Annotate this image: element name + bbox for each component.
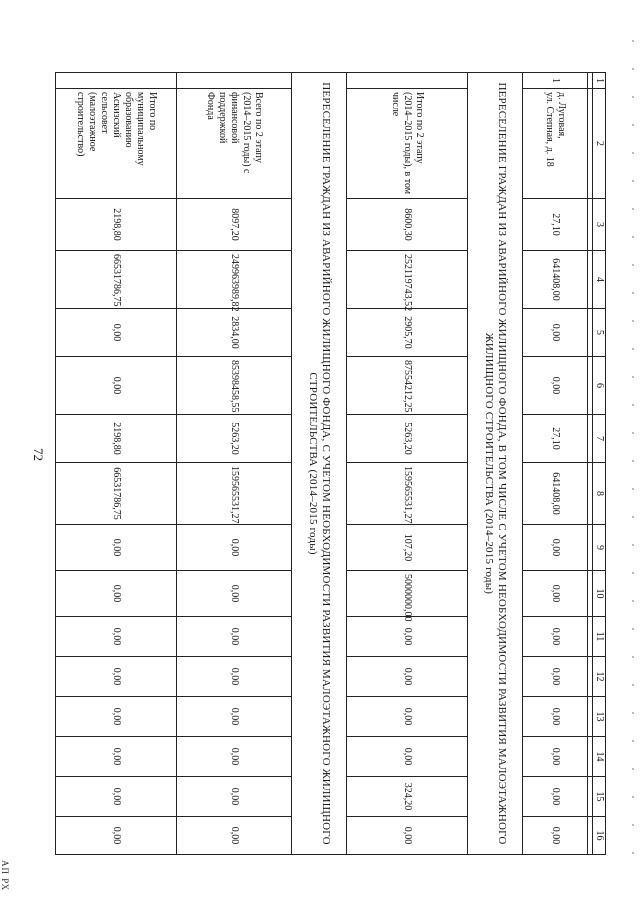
column-number-5: 5 bbox=[593, 309, 606, 357]
table-cell: 0,00 bbox=[523, 617, 588, 657]
section-header-row bbox=[468, 73, 523, 855]
table-cell: 0,00 bbox=[523, 657, 588, 697]
page-number: 72 bbox=[31, 448, 46, 461]
table-cell: 2198,80 bbox=[56, 199, 177, 251]
header-spacer-row bbox=[588, 73, 593, 855]
row-name-cell: Всего по 2 этапу (2014–2015 годы) с финансовой поддержкой Фонда bbox=[177, 89, 292, 199]
table-cell: 0,00 bbox=[177, 657, 292, 697]
row-name-cell: Итого по 2 этапу (2014–2015 годы), в том числе bbox=[347, 89, 468, 199]
footer-stamp: АП РХ bbox=[0, 860, 10, 892]
table-cell: 0,00 bbox=[523, 697, 588, 737]
column-number-8: 8 bbox=[593, 463, 606, 525]
column-number-6: 6 bbox=[593, 357, 606, 415]
table-cell: 249963989,82 bbox=[177, 251, 292, 309]
column-number-10: 10 bbox=[593, 571, 606, 617]
row-name-cell: д. Луговая, ул. Степная, д. 18 bbox=[523, 89, 588, 199]
table-cell: 0,00 bbox=[56, 525, 177, 571]
table-cell: 2905,70 bbox=[347, 309, 468, 357]
table-cell: 324,20 bbox=[347, 777, 468, 817]
column-number-9: 9 bbox=[593, 525, 606, 571]
table-cell: 2834,00 bbox=[177, 309, 292, 357]
table-cell: 0,00 bbox=[56, 309, 177, 357]
table-cell: 0,00 bbox=[347, 617, 468, 657]
table-cell: 66531786,75 bbox=[56, 463, 177, 525]
table-cell bbox=[177, 73, 292, 89]
table-cell bbox=[56, 73, 177, 89]
column-number-12: 12 bbox=[593, 657, 606, 697]
column-number-11: 11 bbox=[593, 617, 606, 657]
table-cell: 0,00 bbox=[347, 657, 468, 697]
table-row bbox=[56, 73, 177, 855]
table-cell: 5263,20 bbox=[177, 415, 292, 463]
column-number-14: 14 bbox=[593, 737, 606, 777]
section-header-row bbox=[292, 73, 347, 855]
table-row bbox=[177, 73, 292, 855]
table-cell: 27,10 bbox=[523, 199, 588, 251]
table-cell: 0,00 bbox=[523, 777, 588, 817]
table-cell: 0,00 bbox=[347, 697, 468, 737]
rotated-table-container bbox=[75, 72, 606, 850]
column-number-4: 4 bbox=[593, 251, 606, 309]
table-cell: 0,00 bbox=[56, 817, 177, 855]
table-cell: 66531786,75 bbox=[56, 251, 177, 309]
column-number-7: 7 bbox=[593, 415, 606, 463]
table-cell: 0,00 bbox=[177, 525, 292, 571]
table-cell: 159565531,27 bbox=[347, 463, 468, 525]
table-cell: 5000000,00 bbox=[347, 571, 468, 617]
table-cell: 0,00 bbox=[56, 357, 177, 415]
column-number-16: 16 bbox=[593, 817, 606, 855]
table-cell: 27,10 bbox=[523, 415, 588, 463]
table-cell: 8097,20 bbox=[177, 199, 292, 251]
table-cell: 0,00 bbox=[56, 617, 177, 657]
table-cell: 0,00 bbox=[523, 571, 588, 617]
table-cell: 0,00 bbox=[177, 617, 292, 657]
table-cell: 2198,80 bbox=[56, 415, 177, 463]
column-number-13: 13 bbox=[593, 697, 606, 737]
table-cell: 0,00 bbox=[177, 571, 292, 617]
table-cell: 0,00 bbox=[523, 817, 588, 855]
table-cell: 0,00 bbox=[523, 357, 588, 415]
table-cell: 87554212,25 bbox=[347, 357, 468, 415]
table-cell: 0,00 bbox=[347, 817, 468, 855]
column-number-3: 3 bbox=[593, 199, 606, 251]
resettlement-table bbox=[55, 72, 606, 855]
table-cell: 0,00 bbox=[56, 777, 177, 817]
table-cell: 1 bbox=[523, 73, 588, 89]
section-title: ПЕРЕСЕЛЕНИЕ ГРАЖДАН ИЗ АВАРИЙНОГО ЖИЛИЩНОГО ФОНДА, С УЧЕТОМ НЕОБХОДИМОСТИ РАЗВИТИЯ МАЛОЭТАЖНОГО ЖИЛИЩНОГО СТРОИТЕЛЬСТВА (2014–2015 годы) bbox=[292, 73, 347, 855]
table-cell: 0,00 bbox=[177, 697, 292, 737]
table-cell: 85398458,55 bbox=[177, 357, 292, 415]
section-title: ПЕРЕСЕЛЕНИЕ ГРАЖДАН ИЗ АВАРИЙНОГО ЖИЛИЩНОГО ФОНДА, В ТОМ ЧИСЛЕ С УЧЕТОМ НЕОБХОДИМОСТИ РАЗВИТИЯ МАЛОЭТАЖНОГО ЖИЛИЩНОГО СТРОИТЕЛЬСТВА (2014–2015 годы) bbox=[468, 73, 523, 855]
table-cell: 0,00 bbox=[523, 525, 588, 571]
table-cell: 107,20 bbox=[347, 525, 468, 571]
table-cell: 252119743,52 bbox=[347, 251, 468, 309]
table-cell: 641408,00 bbox=[523, 463, 588, 525]
table-cell: 0,00 bbox=[56, 737, 177, 777]
table-cell: 8600,30 bbox=[347, 199, 468, 251]
page-edge-marks bbox=[632, 40, 634, 860]
table-cell: 0,00 bbox=[177, 737, 292, 777]
table-cell: 0,00 bbox=[56, 697, 177, 737]
table-cell: 0,00 bbox=[56, 657, 177, 697]
table-cell: 0,00 bbox=[523, 737, 588, 777]
column-number-15: 15 bbox=[593, 777, 606, 817]
row-name-cell: Итого по муниципальному образованию Аскизский сельсовет (малоэтажное строительство) bbox=[56, 89, 177, 199]
table-cell: 0,00 bbox=[347, 737, 468, 777]
table-cell: 641408,00 bbox=[523, 251, 588, 309]
table-cell: 159565531,27 bbox=[177, 463, 292, 525]
table-row bbox=[523, 73, 588, 855]
column-number-1: 1 bbox=[593, 73, 606, 89]
column-number-row bbox=[593, 73, 606, 855]
table-cell bbox=[347, 73, 468, 89]
table-cell: 0,00 bbox=[56, 571, 177, 617]
table-row bbox=[347, 73, 468, 855]
table-cell: 0,00 bbox=[177, 817, 292, 855]
table-cell: 0,00 bbox=[177, 777, 292, 817]
column-number-2: 2 bbox=[593, 89, 606, 199]
table-cell: 5263,20 bbox=[347, 415, 468, 463]
table-cell: 0,00 bbox=[523, 309, 588, 357]
